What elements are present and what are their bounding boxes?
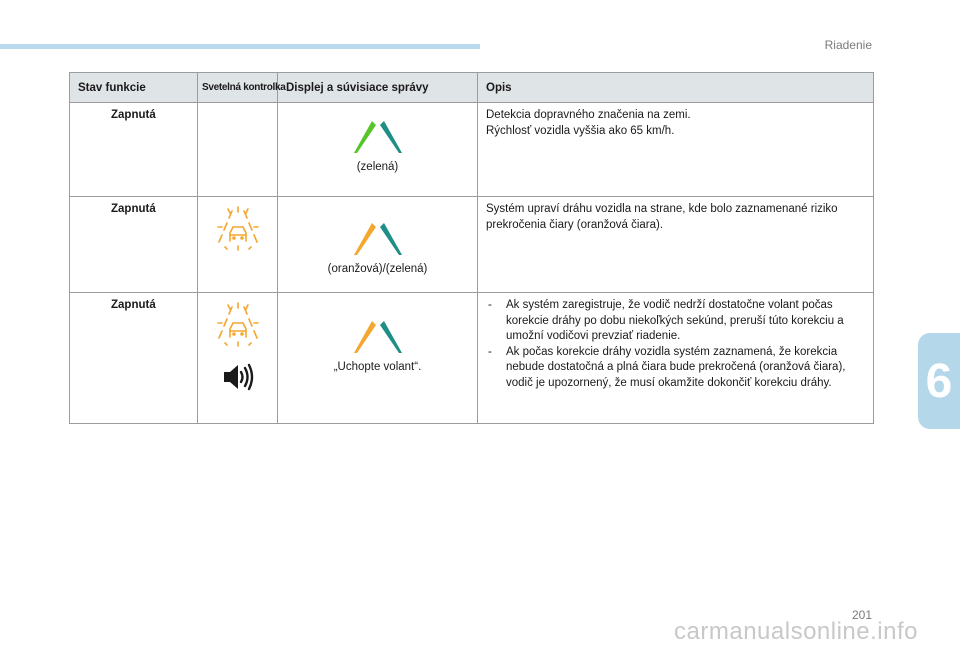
display-message: „Uchopte volant“. [333, 361, 422, 373]
state-label: Zapnutá [111, 109, 156, 121]
page-number: 201 [851, 608, 872, 622]
audible-warning-icon [222, 363, 254, 391]
table-row [70, 293, 874, 424]
table-row [70, 197, 874, 293]
header-state: Stav funkcie [70, 73, 198, 103]
display-caption: (zelená) [356, 161, 399, 173]
header-warning-light: Svetelná kontrolka [198, 73, 278, 103]
list-item: - Ak systém zaregistruje, že vodič nedrží dostatočne volant počas korekcie dráhy po dobu niekoľkých sekúnd, preruší túto korekciu a umožní vodičovi prevziať riadenie. [486, 298, 865, 345]
lane-keeping-warning-icon [216, 205, 260, 251]
header-accent-bar [0, 44, 480, 49]
state-label: Zapnutá [111, 299, 156, 311]
list-item: - Ak počas korekcie dráhy vozidla systém zaznamená, že korekcia nebude dostatočná a plná čiara bude prekročená (oranžová čiara), vodič je upozornený, že musí okamžite dokončiť korekciu dráhy. [486, 345, 865, 392]
watermark: carmanualsonline.info [674, 618, 918, 645]
chapter-tab: 6 [918, 333, 960, 429]
warning-light-cell [198, 103, 278, 197]
table-header-row [70, 73, 874, 103]
description-list [486, 298, 865, 391]
section-title: Riadenie [824, 38, 872, 52]
table-row [70, 103, 874, 197]
header-description: Opis [478, 73, 874, 103]
lane-keeping-warning-icon [216, 301, 260, 347]
description-line: Rýchlosť vozidla vyššia ako 65 km/h. [486, 124, 675, 137]
display-caption: (oranžová)/(zelená) [327, 263, 428, 275]
function-table [69, 72, 874, 424]
lane-lines-green-icon [328, 117, 428, 155]
description-line: Detekcia dopravného značenia na zemi. [486, 109, 691, 121]
state-label: Zapnutá [111, 203, 156, 215]
description-line: Systém upraví dráhu vozidla na strane, kde bolo zaznamenané riziko prekročenia čiary (oranžová čiara). [486, 203, 838, 231]
lane-lines-orange-green-icon [328, 219, 428, 257]
lane-lines-orange-green-icon [328, 317, 428, 355]
header-display: Displej a súvisiace správy [278, 73, 478, 103]
